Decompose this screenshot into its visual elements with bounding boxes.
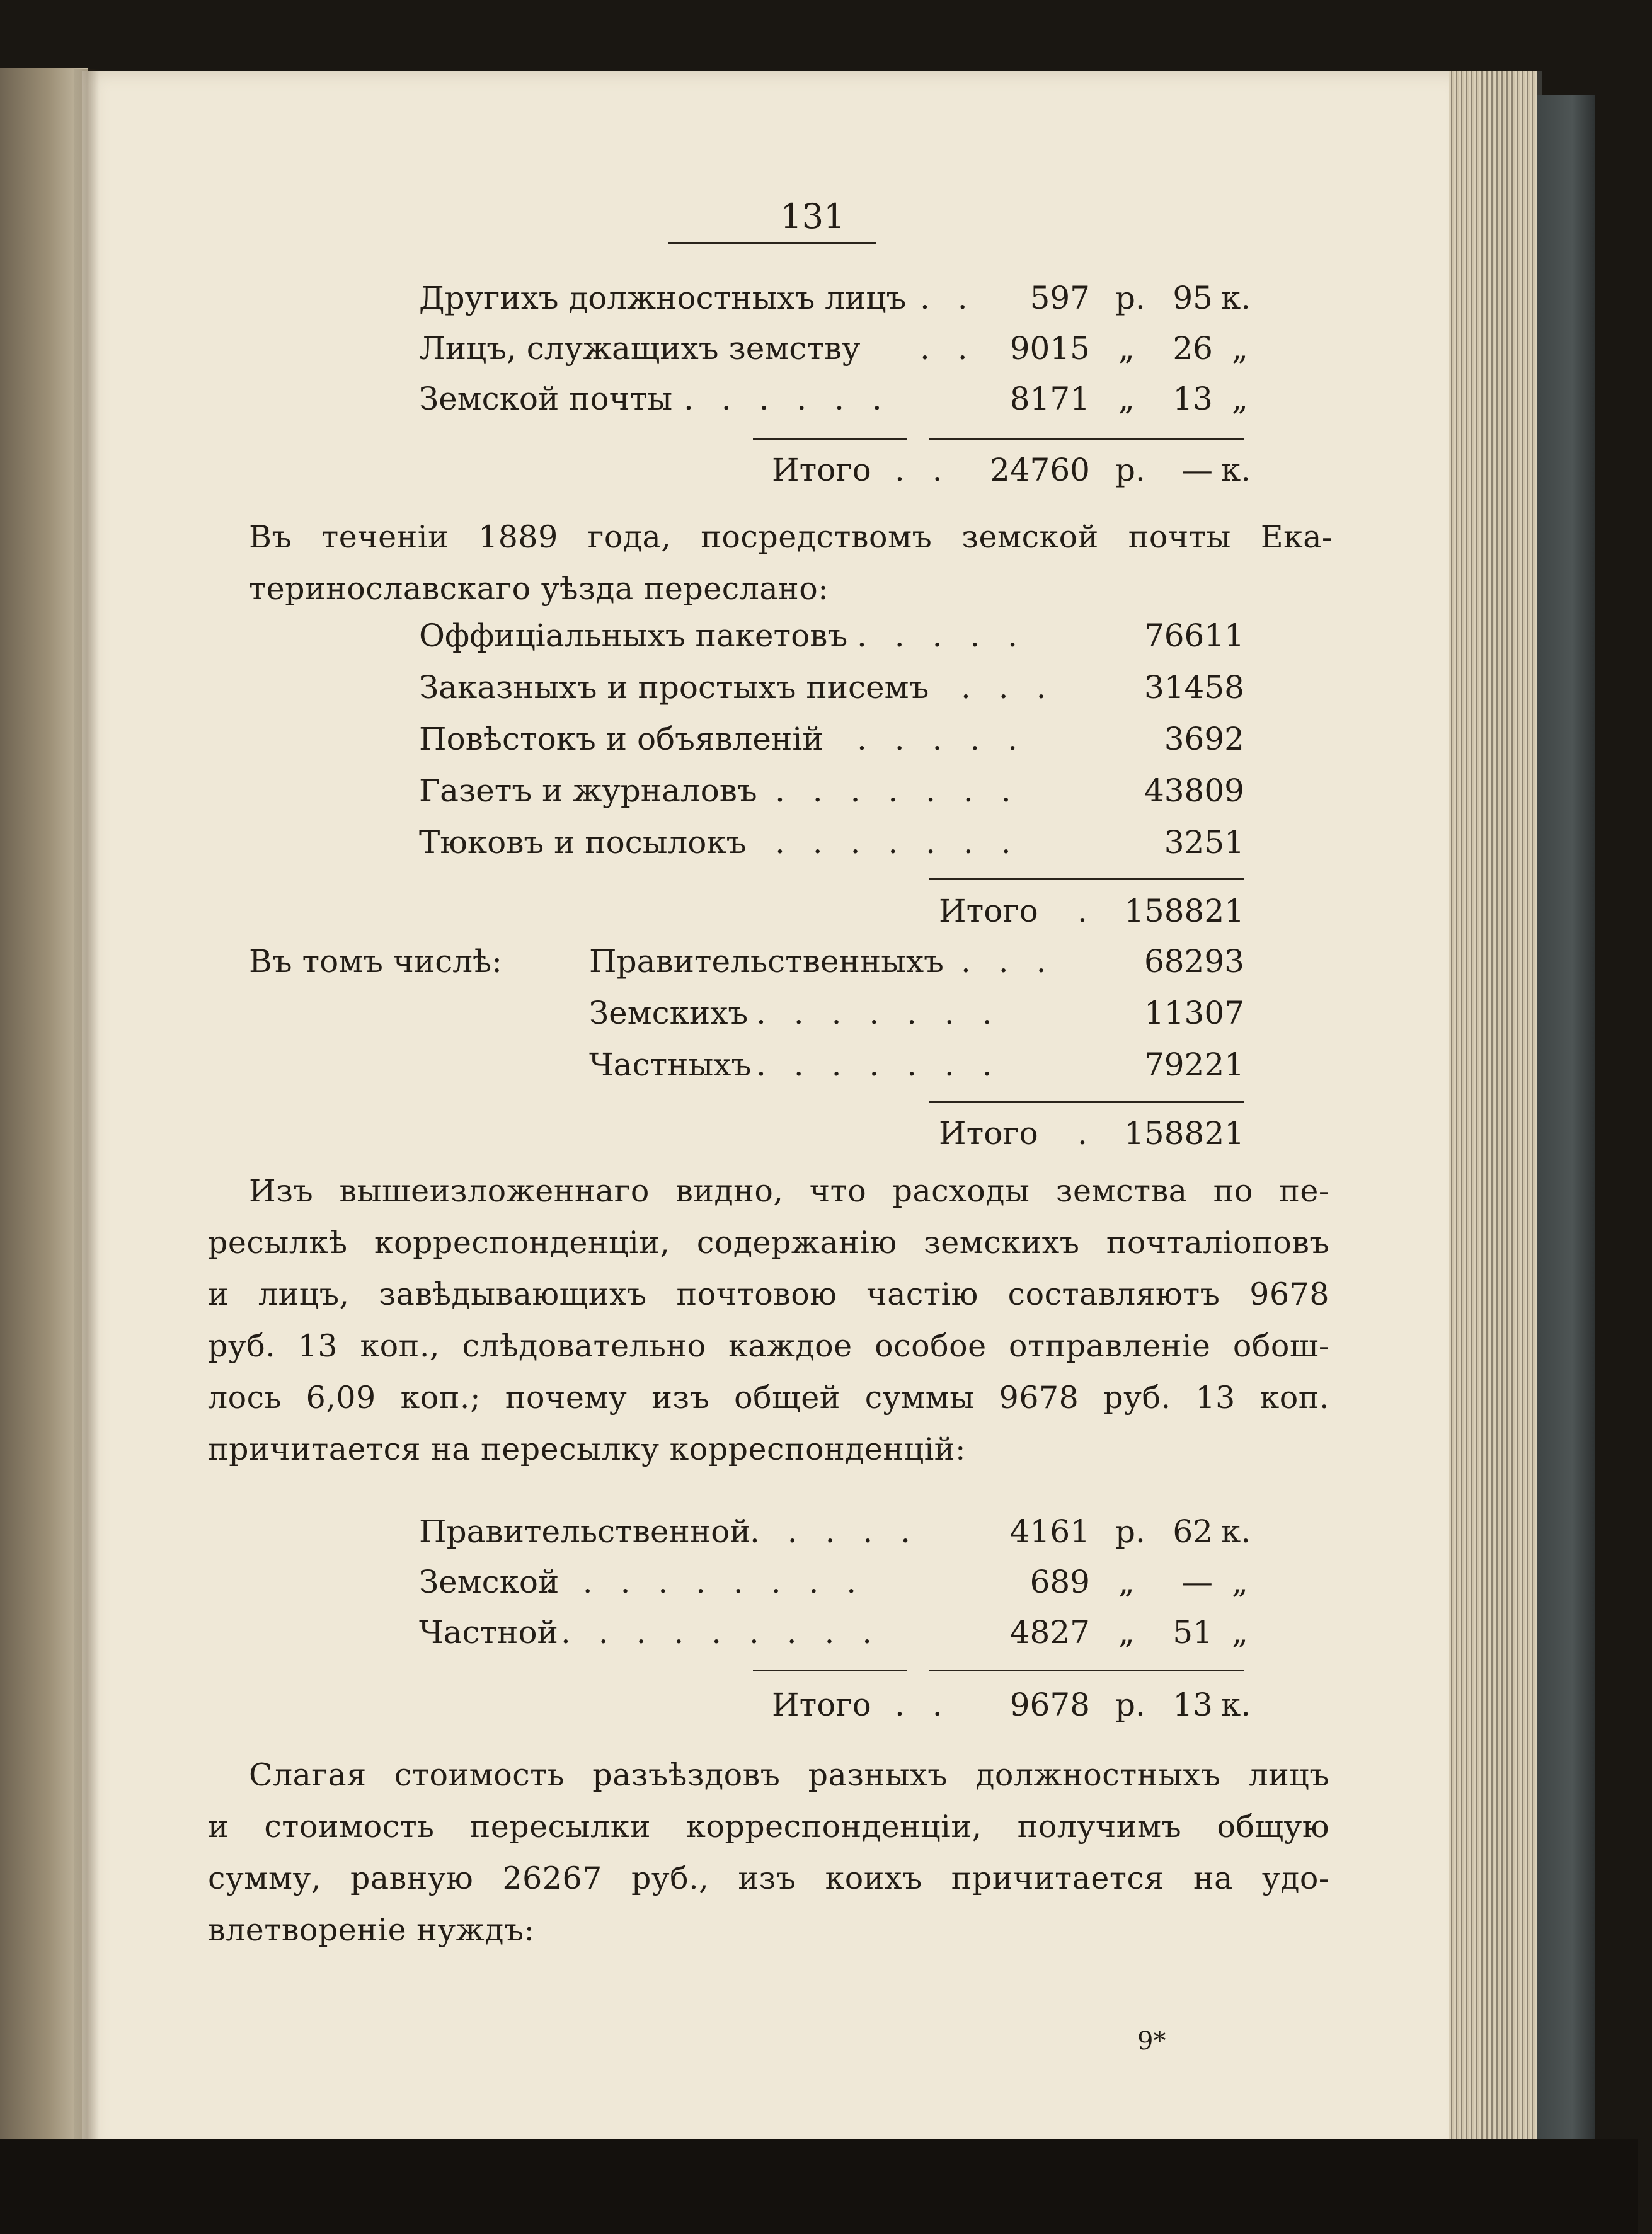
share-unit: „ (1118, 1614, 1135, 1651)
cost-amount: 8171 (1009, 381, 1090, 417)
cost-unit: „ (1118, 381, 1135, 417)
text-line: причитается на пересылку корреспонденцій: (208, 1431, 966, 1467)
sum-rule (929, 1101, 1244, 1103)
text-line: Слагая стоимость разъѣздовъ разныхъ должностныхъ лицъ (249, 1757, 1329, 1793)
leader-dots: . . . . . . . (775, 772, 1020, 809)
leader-dots: . . (895, 452, 951, 488)
total-unit: р. (1115, 452, 1145, 488)
total-value: 158821 (1124, 893, 1244, 929)
breakdown-value: 11307 (1144, 995, 1244, 1031)
leader-dots: . . . . . . . (756, 995, 1001, 1031)
leader-dots: . . . . . (857, 721, 1027, 757)
item-label: Газетъ и журналовъ (419, 772, 757, 809)
page-content (82, 71, 1459, 2156)
item-value: 3251 (1164, 824, 1244, 861)
total-label: Итого (772, 1687, 871, 1723)
total-label: Итого (772, 452, 871, 488)
share-amount: 4161 (1009, 1513, 1090, 1550)
paragraph (249, 512, 1333, 615)
total-amount: 24760 (989, 452, 1090, 488)
breakdown-label: Земскихъ (589, 995, 749, 1031)
share-label: Частной (419, 1614, 558, 1651)
text-line: теринославскаго уѣзда переслано: (249, 571, 829, 607)
share-kop: 62 (1173, 1513, 1213, 1550)
book-page (82, 71, 1459, 2156)
page-number-rule (668, 242, 876, 244)
sum-rule (753, 438, 907, 440)
cost-unit: р. (1115, 280, 1145, 316)
total-unit: р. (1115, 1687, 1145, 1723)
item-label: Оффиціальныхъ пакетовъ (419, 617, 848, 654)
breakdown-value: 79221 (1144, 1046, 1244, 1083)
share-unit: „ (1118, 1564, 1135, 1600)
item-value: 3692 (1164, 721, 1244, 757)
cost-kop-unit: „ (1232, 381, 1248, 417)
text-line: Изъ вышеизложеннаго видно, что расходы земства по пе- (249, 1173, 1329, 1209)
leader-dots: . . . . . . . . . (561, 1614, 881, 1651)
cost-amount: 597 (1030, 280, 1090, 316)
cost-label: Лицъ, служащихъ земству (419, 330, 861, 367)
cost-kop-unit: „ (1232, 330, 1248, 367)
paragraph (208, 1750, 1329, 1956)
leader-dots: . . (920, 330, 977, 367)
total-kop-unit: к. (1221, 1687, 1251, 1723)
share-label: Земской (419, 1564, 559, 1600)
leader-dots: . . . . . . . (775, 824, 1020, 861)
paragraph (208, 1166, 1329, 1475)
page-edges (1449, 71, 1542, 2162)
cost-label: Другихъ должностныхъ лицъ (419, 280, 907, 316)
total-label: Итого (939, 1115, 1038, 1152)
text-line: сумму, равную 26267 руб., изъ коихъ причитается на удо- (208, 1860, 1329, 1896)
share-unit: р. (1115, 1513, 1145, 1550)
text-line: лось 6,09 коп.; почему изъ общей суммы 9678 руб. 13 коп. (208, 1380, 1329, 1416)
spine-shadow (74, 69, 100, 2139)
text-line: Въ теченіи 1889 года, посредствомъ земской почты Ека- (249, 519, 1333, 555)
share-kop-unit: к. (1221, 1513, 1251, 1550)
leader-dots: . (1077, 1115, 1096, 1152)
background-shadow (0, 2139, 1638, 2234)
share-kop-unit: „ (1232, 1614, 1248, 1651)
leader-dots: . . . . . . . . . (545, 1564, 866, 1600)
item-label: Заказныхъ и простыхъ писемъ (419, 669, 929, 706)
leader-dots: . . . (961, 943, 1055, 980)
text-line: влетвореніе нуждъ: (208, 1912, 535, 1948)
cost-kop: 95 (1173, 280, 1213, 316)
share-label: Правительственной (419, 1513, 751, 1550)
cost-kop-unit: к. (1221, 280, 1251, 316)
share-amount: 4827 (1009, 1614, 1090, 1651)
share-kop: — (1181, 1564, 1213, 1600)
item-value: 31458 (1144, 669, 1244, 706)
leader-dots: . . . . . . . (756, 1046, 1001, 1083)
cost-kop: 26 (1173, 330, 1213, 367)
leader-dots: . . . . . (857, 617, 1027, 654)
share-amount: 689 (1030, 1564, 1090, 1600)
signature-mark: 9* (1137, 2027, 1166, 2056)
sum-rule (929, 438, 1244, 440)
leader-dots: . . . (961, 669, 1055, 706)
leader-dots: . (1077, 893, 1096, 929)
leader-dots: . . . . . (750, 1513, 920, 1550)
total-kop: — (1181, 452, 1213, 488)
share-kop-unit: „ (1232, 1564, 1248, 1600)
item-label: Повѣстокъ и объявленій (419, 721, 823, 757)
including-label: Въ томъ числѣ: (249, 943, 502, 980)
text-line: ресылкѣ корреспонденціи, содержанію земскихъ почталіоповъ (208, 1225, 1329, 1261)
total-kop: 13 (1173, 1687, 1213, 1723)
sum-rule (929, 1670, 1244, 1671)
text-line: и стоимость пересылки корреспонденціи, получимъ общую (208, 1809, 1329, 1845)
breakdown-value: 68293 (1144, 943, 1244, 980)
total-label: Итого (939, 893, 1038, 929)
text-line: и лицъ, завѣдывающихъ почтовою частію составляютъ 9678 (208, 1276, 1329, 1312)
cost-unit: „ (1118, 330, 1135, 367)
item-value: 43809 (1144, 772, 1244, 809)
total-amount: 9678 (1009, 1687, 1090, 1723)
cost-kop: 13 (1173, 381, 1213, 417)
leader-dots: . . . . . . (684, 381, 891, 417)
item-label: Тюковъ и посылокъ (419, 824, 747, 861)
total-value: 158821 (1124, 1115, 1244, 1152)
item-value: 76611 (1144, 617, 1244, 654)
cost-label: Земской почты (419, 381, 673, 417)
text-line: руб. 13 коп., слѣдовательно каждое особое отправленіе обош- (208, 1328, 1329, 1364)
cost-amount: 9015 (1009, 330, 1090, 367)
breakdown-label: Правительственныхъ (589, 943, 944, 980)
total-kop-unit: к. (1221, 452, 1251, 488)
sum-rule (929, 878, 1244, 880)
page-number: 131 (780, 197, 846, 236)
leader-dots: . . (895, 1687, 951, 1723)
leader-dots: . . (920, 280, 977, 316)
sum-rule (753, 1670, 907, 1671)
share-kop: 51 (1173, 1614, 1213, 1651)
book-cover (1537, 95, 1595, 2186)
breakdown-label: Частныхъ (589, 1046, 752, 1083)
